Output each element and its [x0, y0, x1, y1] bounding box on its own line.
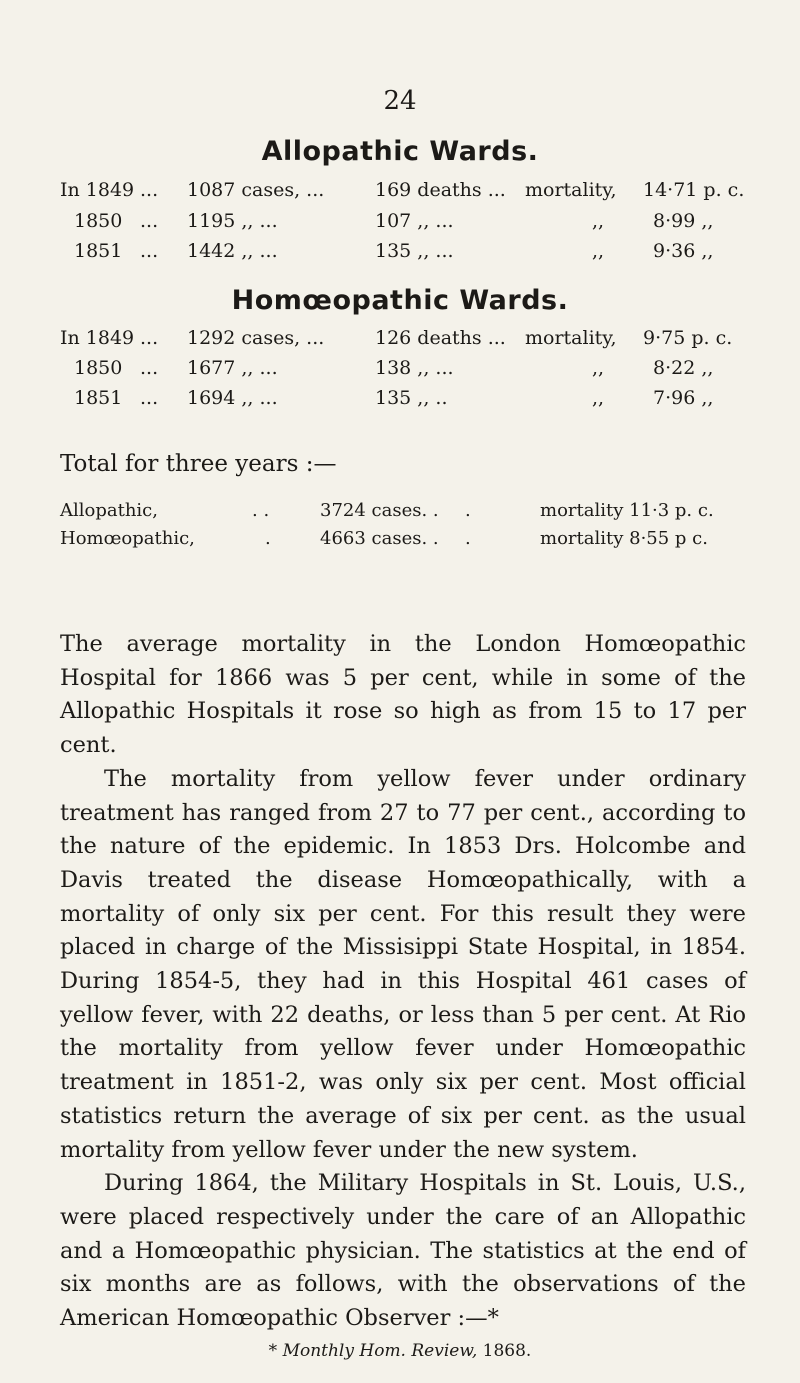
- leader-dots: ...: [140, 387, 159, 409]
- year-cell: 1850: [74, 357, 123, 379]
- leader-dots: .: [465, 500, 471, 521]
- rate-cell: 9·75 p. c.: [643, 327, 733, 349]
- cases-cell: 1195 ,, ...: [187, 210, 278, 232]
- deaths-cell: 135 ,, ..: [375, 387, 448, 409]
- deaths-cell: 169 deaths ...: [375, 179, 506, 201]
- deaths-cell: 107 ,, ...: [375, 210, 454, 232]
- leader-dots: ...: [140, 357, 159, 379]
- total-mortality: mortality 8·55 p c.: [540, 528, 708, 549]
- year-cell: 1850: [74, 210, 123, 232]
- total-name: Allopathic,: [60, 500, 158, 521]
- mortality-label: ,,: [592, 357, 605, 379]
- body-text: [60, 628, 746, 1336]
- footnote-year: 1868.: [482, 1341, 532, 1361]
- deaths-cell: 138 ,, ...: [375, 357, 454, 379]
- mortality-label: mortality,: [525, 179, 617, 201]
- total-cases: 3724 cases. .: [320, 500, 439, 521]
- leader-dots: ...: [140, 327, 159, 349]
- table-row: [60, 528, 760, 554]
- rate-cell: 9·36 ,,: [653, 240, 714, 262]
- totals-heading: Total for three years :—: [60, 451, 337, 477]
- year-cell: In 1849: [60, 327, 135, 349]
- rate-cell: 8·99 ,,: [653, 210, 714, 232]
- paragraph: The mortality from yellow fever under ordinary treatment has ranged from 27 to 77 per cent., according to the nature of the epidemic. In 1853 Drs. Holcombe and Davis treated the disease Homœopathically, with a mortality of only six per cent. For this result they were placed in charge of the Missisippi State Hospital, in 1854. During 1854-5, they had in this Hospital 461 cases of yellow fever, with 22 deaths, or less than 5 per cent. At Rio the mortality from yellow fever under Homœopathic treatment in 1851-2, was only six per cent. Most official statistics return the average of six per cent. as the usual mortality from yellow fever under the new system.: [60, 765, 746, 1163]
- rate-cell: 7·96 ,,: [653, 387, 714, 409]
- rate-cell: 8·22 ,,: [653, 357, 714, 379]
- leader-dots: ...: [140, 179, 159, 201]
- cases-cell: 1694 ,, ...: [187, 387, 278, 409]
- leader-dots: ...: [140, 210, 159, 232]
- total-name: Homœopathic,: [60, 528, 195, 549]
- cases-cell: 1292 cases, ...: [187, 327, 325, 349]
- mortality-label: ,,: [592, 210, 605, 232]
- page-number: 24: [383, 86, 417, 116]
- footnote-source: Monthly Hom. Review,: [282, 1341, 478, 1361]
- leader-dots: .: [265, 528, 271, 549]
- paragraph: During 1864, the Military Hospitals in St. Louis, U.S., were placed respectively under the care of an Allopathic and a Homœopathic physician. The statistics at the end of six months are as follows, with the observations of the American Homœopathic Observer :—*: [60, 1170, 746, 1332]
- paragraph: The average mortality in the London Homœopathic Hospital for 1866 was 5 per cent, while in some of the Allopathic Hospitals it rose so high as from 15 to 17 per cent.: [60, 631, 746, 759]
- total-cases: 4663 cases. .: [320, 528, 439, 549]
- rate-cell: 14·71 p. c.: [643, 179, 745, 201]
- mortality-label: ,,: [592, 240, 605, 262]
- footnote-mark: *: [268, 1341, 278, 1361]
- cases-cell: 1087 cases, ...: [187, 179, 325, 201]
- leader-dots: .: [465, 528, 471, 549]
- cases-cell: 1442 ,, ...: [187, 240, 278, 262]
- allopathic-heading: Allopathic Wards.: [261, 136, 539, 167]
- year-cell: 1851: [74, 387, 123, 409]
- year-cell: 1851: [74, 240, 123, 262]
- mortality-label: ,,: [592, 387, 605, 409]
- mortality-label: mortality,: [525, 327, 617, 349]
- leader-dots: ...: [140, 240, 159, 262]
- deaths-cell: 135 ,, ...: [375, 240, 454, 262]
- cases-cell: 1677 ,, ...: [187, 357, 278, 379]
- total-mortality: mortality 11·3 p. c.: [540, 500, 714, 521]
- footnote: [0, 1341, 800, 1361]
- leader-dots: . .: [252, 500, 270, 521]
- year-cell: In 1849: [60, 179, 135, 201]
- deaths-cell: 126 deaths ...: [375, 327, 506, 349]
- table-row: [60, 500, 760, 526]
- homoeopathic-heading: Homœopathic Wards.: [231, 285, 569, 316]
